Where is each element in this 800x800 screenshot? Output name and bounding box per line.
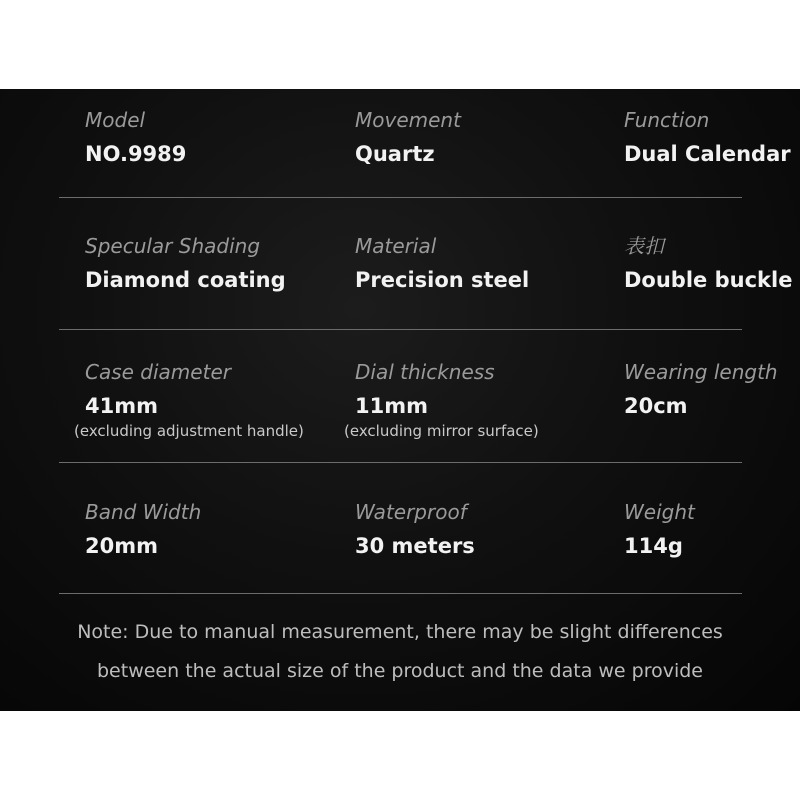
spec-function — [624, 108, 791, 166]
spec-label: Wearing length — [624, 360, 778, 384]
spec-value: 20cm — [624, 394, 688, 418]
spec-value: Double buckle — [624, 268, 793, 292]
spec-label: Weight — [624, 500, 695, 524]
spec-band-width — [85, 500, 201, 558]
note-line-2: between the actual size of the product and the data we provide — [97, 660, 703, 682]
spec-buckle — [624, 234, 792, 292]
spec-movement — [355, 108, 461, 166]
spec-label: Specular Shading — [85, 234, 261, 258]
note-line-1: Note: Due to manual measurement, there may be slight differences — [77, 621, 723, 643]
spec-label: Waterproof — [355, 500, 467, 524]
spec-model — [85, 108, 186, 166]
spec-label: 表扣 — [624, 234, 664, 258]
spec-label: Dial thickness — [355, 360, 495, 384]
measurement-note — [0, 613, 800, 691]
row-divider — [59, 197, 742, 198]
spec-label: Model — [85, 108, 146, 132]
spec-value: Precision steel — [355, 268, 530, 292]
spec-weight — [624, 500, 695, 558]
spec-label: Band Width — [85, 500, 202, 524]
spec-case-diameter — [74, 360, 304, 440]
spec-value: 20mm — [85, 534, 158, 558]
spec-value: 114g — [624, 534, 683, 558]
row-divider — [59, 329, 742, 330]
spec-note: (excluding mirror surface) — [344, 422, 539, 440]
spec-material — [355, 234, 529, 292]
spec-label: Function — [624, 108, 710, 132]
spec-note: (excluding adjustment handle) — [74, 422, 304, 440]
spec-label: Material — [355, 234, 437, 258]
spec-value: Quartz — [355, 142, 435, 166]
spec-value: Dual Calendar — [624, 142, 791, 166]
spec-wearing-length — [624, 360, 778, 418]
spec-panel — [0, 89, 800, 711]
row-divider — [59, 593, 742, 594]
spec-value: Diamond coating — [85, 268, 286, 292]
row-divider — [59, 462, 742, 463]
spec-waterproof — [355, 500, 475, 558]
spec-label: Case diameter — [85, 360, 231, 384]
spec-label: Movement — [355, 108, 461, 132]
spec-value: 11mm — [355, 394, 428, 418]
spec-dial-thickness — [344, 360, 539, 440]
spec-value: NO.9989 — [85, 142, 187, 166]
spec-value: 41mm — [85, 394, 158, 418]
spec-specular-shading — [85, 234, 286, 292]
spec-value: 30 meters — [355, 534, 475, 558]
